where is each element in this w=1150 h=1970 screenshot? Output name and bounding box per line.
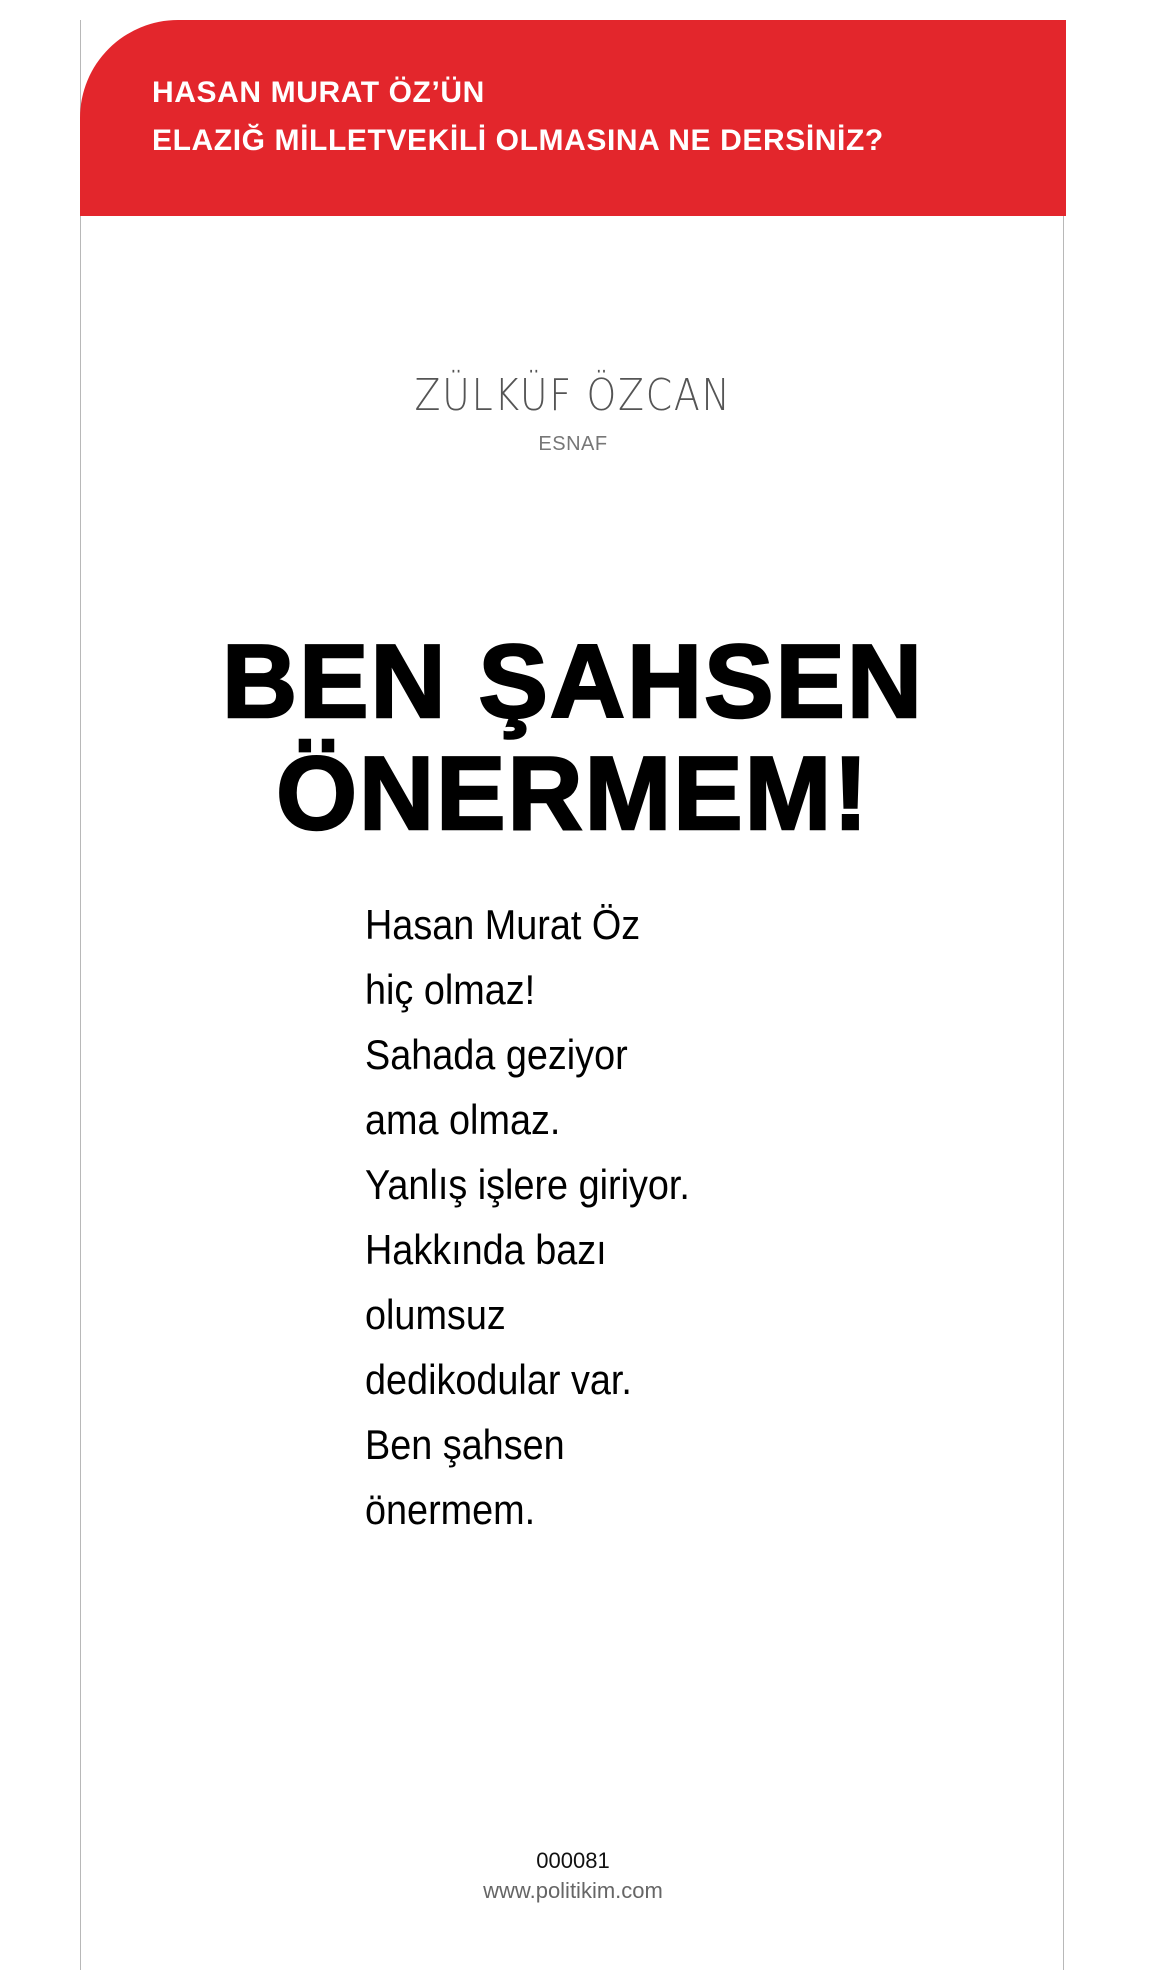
question-banner	[80, 20, 1066, 216]
headline-line-2: ÖNERMEM!	[276, 736, 870, 852]
banner-question-line-1: HASAN MURAT ÖZ’ÜN	[152, 76, 485, 109]
quote-line: ama olmaz.	[365, 1096, 561, 1143]
article-card	[80, 20, 1064, 1970]
document-number: 000081	[536, 1848, 610, 1873]
quote-line: Ben şahsen	[365, 1421, 565, 1468]
banner-question-line-2: ELAZIĞ MİLLETVEKİLİ OLMASINA NE DERSİNİZ?	[152, 124, 884, 157]
quote-line: hiç olmaz!	[365, 966, 536, 1013]
website-link[interactable]: www.politikim.com	[483, 1878, 663, 1903]
quote-line: Hakkında bazı	[365, 1226, 607, 1273]
quote-line: Sahada geziyor	[365, 1031, 628, 1078]
quote-line: dedikodular var.	[365, 1356, 632, 1403]
quote-line: Yanlış işlere giriyor.	[365, 1161, 690, 1208]
quote-line: Hasan Murat Öz	[365, 901, 641, 948]
quote-body	[365, 892, 726, 1542]
headline-line-1: BEN ŞAHSEN	[222, 624, 924, 740]
person-name: ZÜLKÜF ÖZCAN	[414, 370, 732, 421]
person-occupation: ESNAF	[538, 433, 608, 455]
quote-line: olumsuz	[365, 1291, 506, 1338]
quote-line: önermem.	[365, 1486, 536, 1533]
